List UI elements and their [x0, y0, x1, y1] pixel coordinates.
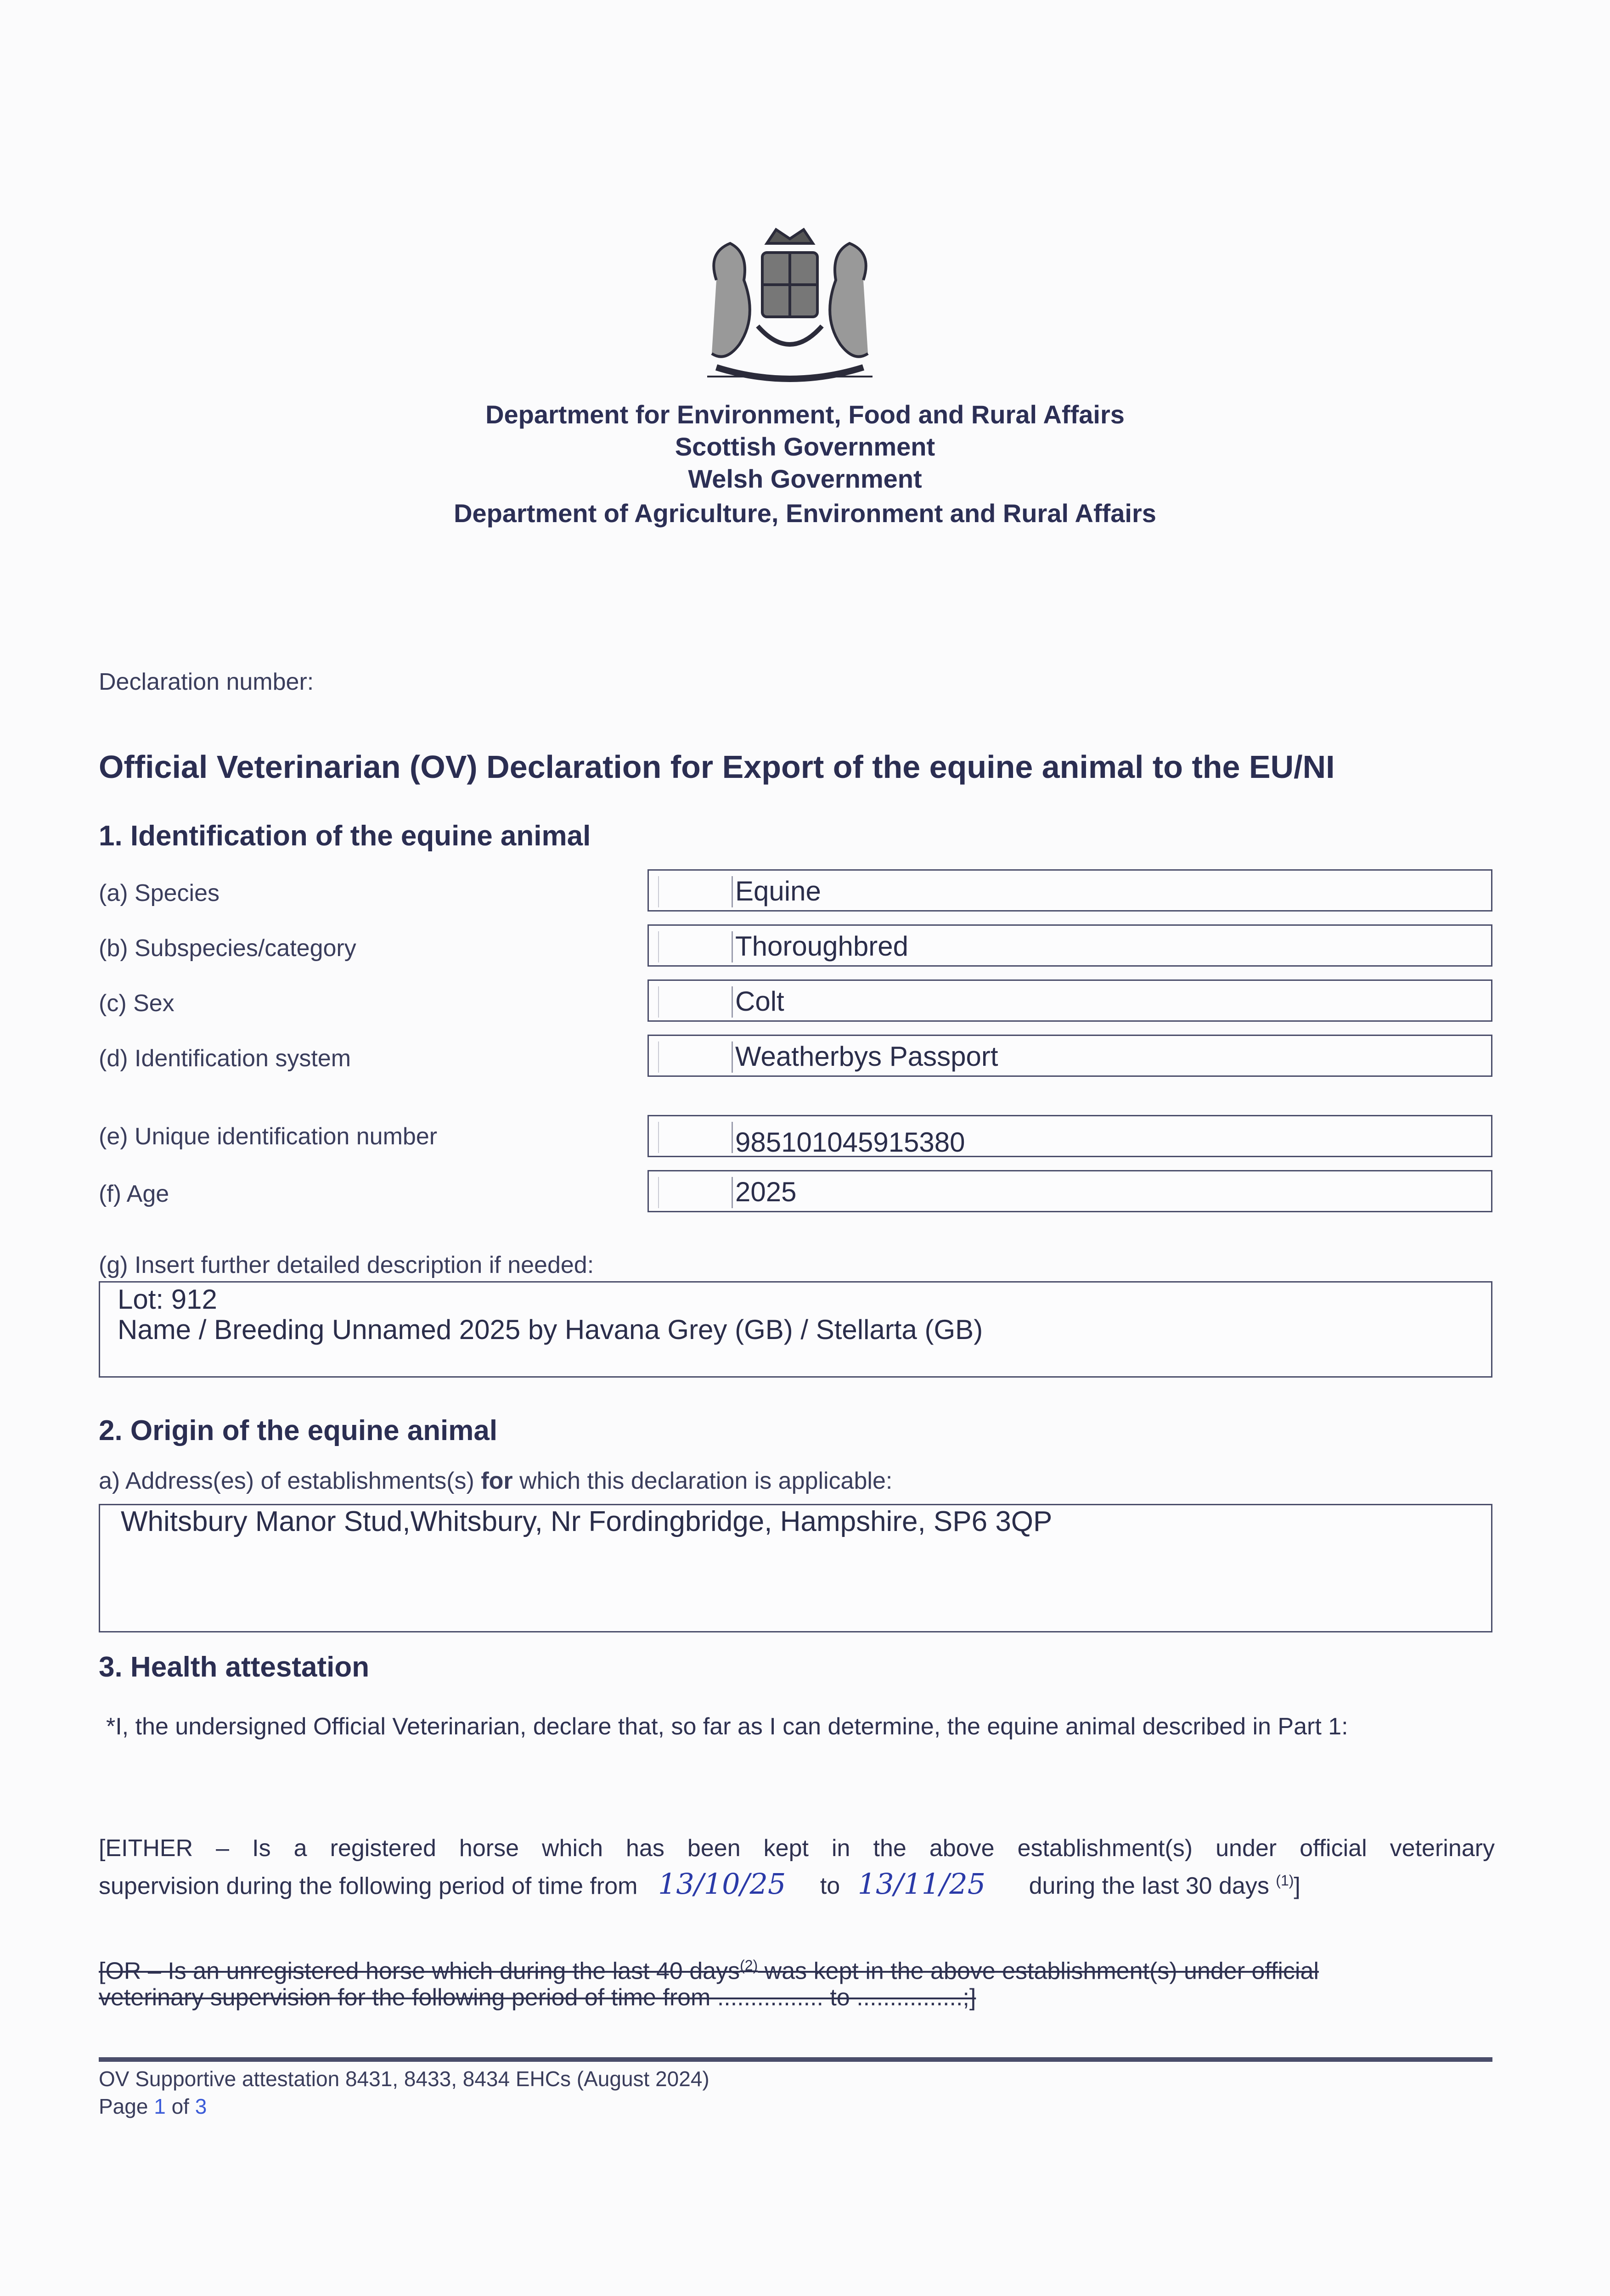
attestation-intro: *I, the undersigned Official Veterinarian, declare that, so far as I can determine, the equine animal described in Part 1: — [106, 1713, 1348, 1740]
address-label: a) Address(es) of establishments(s) for which this declaration is applicable: — [99, 1468, 893, 1494]
department-daera: Department of Agriculture, Environment and Rural Affairs — [454, 499, 1156, 528]
page-indicator: Page 1 of 3 — [99, 2094, 207, 2118]
department-scottish: Scottish Government — [675, 432, 935, 461]
or-line-1: [OR – Is an unregistered horse which during the last 40 days$^{(2)}$ was kept in the above establishment(s) under official — [99, 1957, 1319, 1985]
department-defra: Department for Environment, Food and Rural Affairs — [485, 400, 1125, 429]
address-value: Whitsbury Manor Stud,Whitsbury, Nr Fordingbridge, Hampshire, SP6 3QP — [121, 1506, 1053, 1537]
description-line-2: Name / Breeding Unnamed 2025 by Havana Grey (GB) / Stellarta (GB) — [118, 1314, 983, 1345]
address-field[interactable] — [99, 1504, 1492, 1632]
uid-label: (e) Unique identification number — [99, 1123, 438, 1150]
declaration-number-label: Declaration number: — [99, 669, 314, 695]
age-label: (f) Age — [99, 1181, 169, 1207]
royal-coat-of-arms-icon — [689, 225, 891, 395]
footer-reference: OV Supportive attestation 8431, 8433, 8434 EHCs (August 2024) — [99, 2067, 709, 2091]
subspecies-field[interactable] — [647, 924, 1492, 967]
subspecies-value: Thoroughbred — [735, 931, 908, 962]
sex-value: Colt — [735, 986, 784, 1017]
subspecies-label: (b) Subspecies/category — [99, 935, 356, 962]
either-line-2: supervision during the following period of time from 13/10/25 to 13/11/25 during the last 30 days $^{(1)}$] — [99, 1867, 1300, 1901]
id-system-label: (d) Identification system — [99, 1045, 351, 1072]
sex-label: (c) Sex — [99, 990, 175, 1017]
id-system-field[interactable] — [647, 1035, 1492, 1077]
description-line-1: Lot: 912 — [118, 1284, 217, 1315]
description-field[interactable] — [99, 1281, 1492, 1378]
id-system-value: Weatherbys Passport — [735, 1041, 998, 1072]
page-title: Official Veterinarian (OV) Declaration for Export of the equine animal to the EU/NI — [99, 749, 1335, 785]
section3-heading: 3. Health attestation — [99, 1651, 370, 1683]
or-line-2: veterinary supervision for the following period of time from ................ to ................;] — [99, 1984, 976, 2011]
description-label: (g) Insert further detailed description if needed: — [99, 1252, 594, 1278]
footer-divider — [99, 2057, 1492, 2062]
sex-field[interactable] — [647, 979, 1492, 1022]
age-field[interactable] — [647, 1170, 1492, 1212]
department-welsh: Welsh Government — [688, 464, 922, 493]
section2-heading: 2. Origin of the equine animal — [99, 1415, 498, 1446]
section1-heading: 1. Identification of the equine animal — [99, 820, 591, 852]
date-to: 13/11/25 — [857, 1867, 986, 1901]
age-value: 2025 — [735, 1176, 797, 1207]
either-line-1: [EITHER – Is a registered horse which has been kept in the above establishment(s) under official veterinary — [99, 1835, 1495, 1862]
date-from: 13/10/25 — [658, 1867, 786, 1901]
uid-value: 985101045915380 — [735, 1127, 965, 1158]
species-field[interactable] — [647, 869, 1492, 912]
species-label: (a) Species — [99, 880, 220, 906]
species-value: Equine — [735, 876, 821, 906]
uid-field[interactable] — [647, 1115, 1492, 1157]
